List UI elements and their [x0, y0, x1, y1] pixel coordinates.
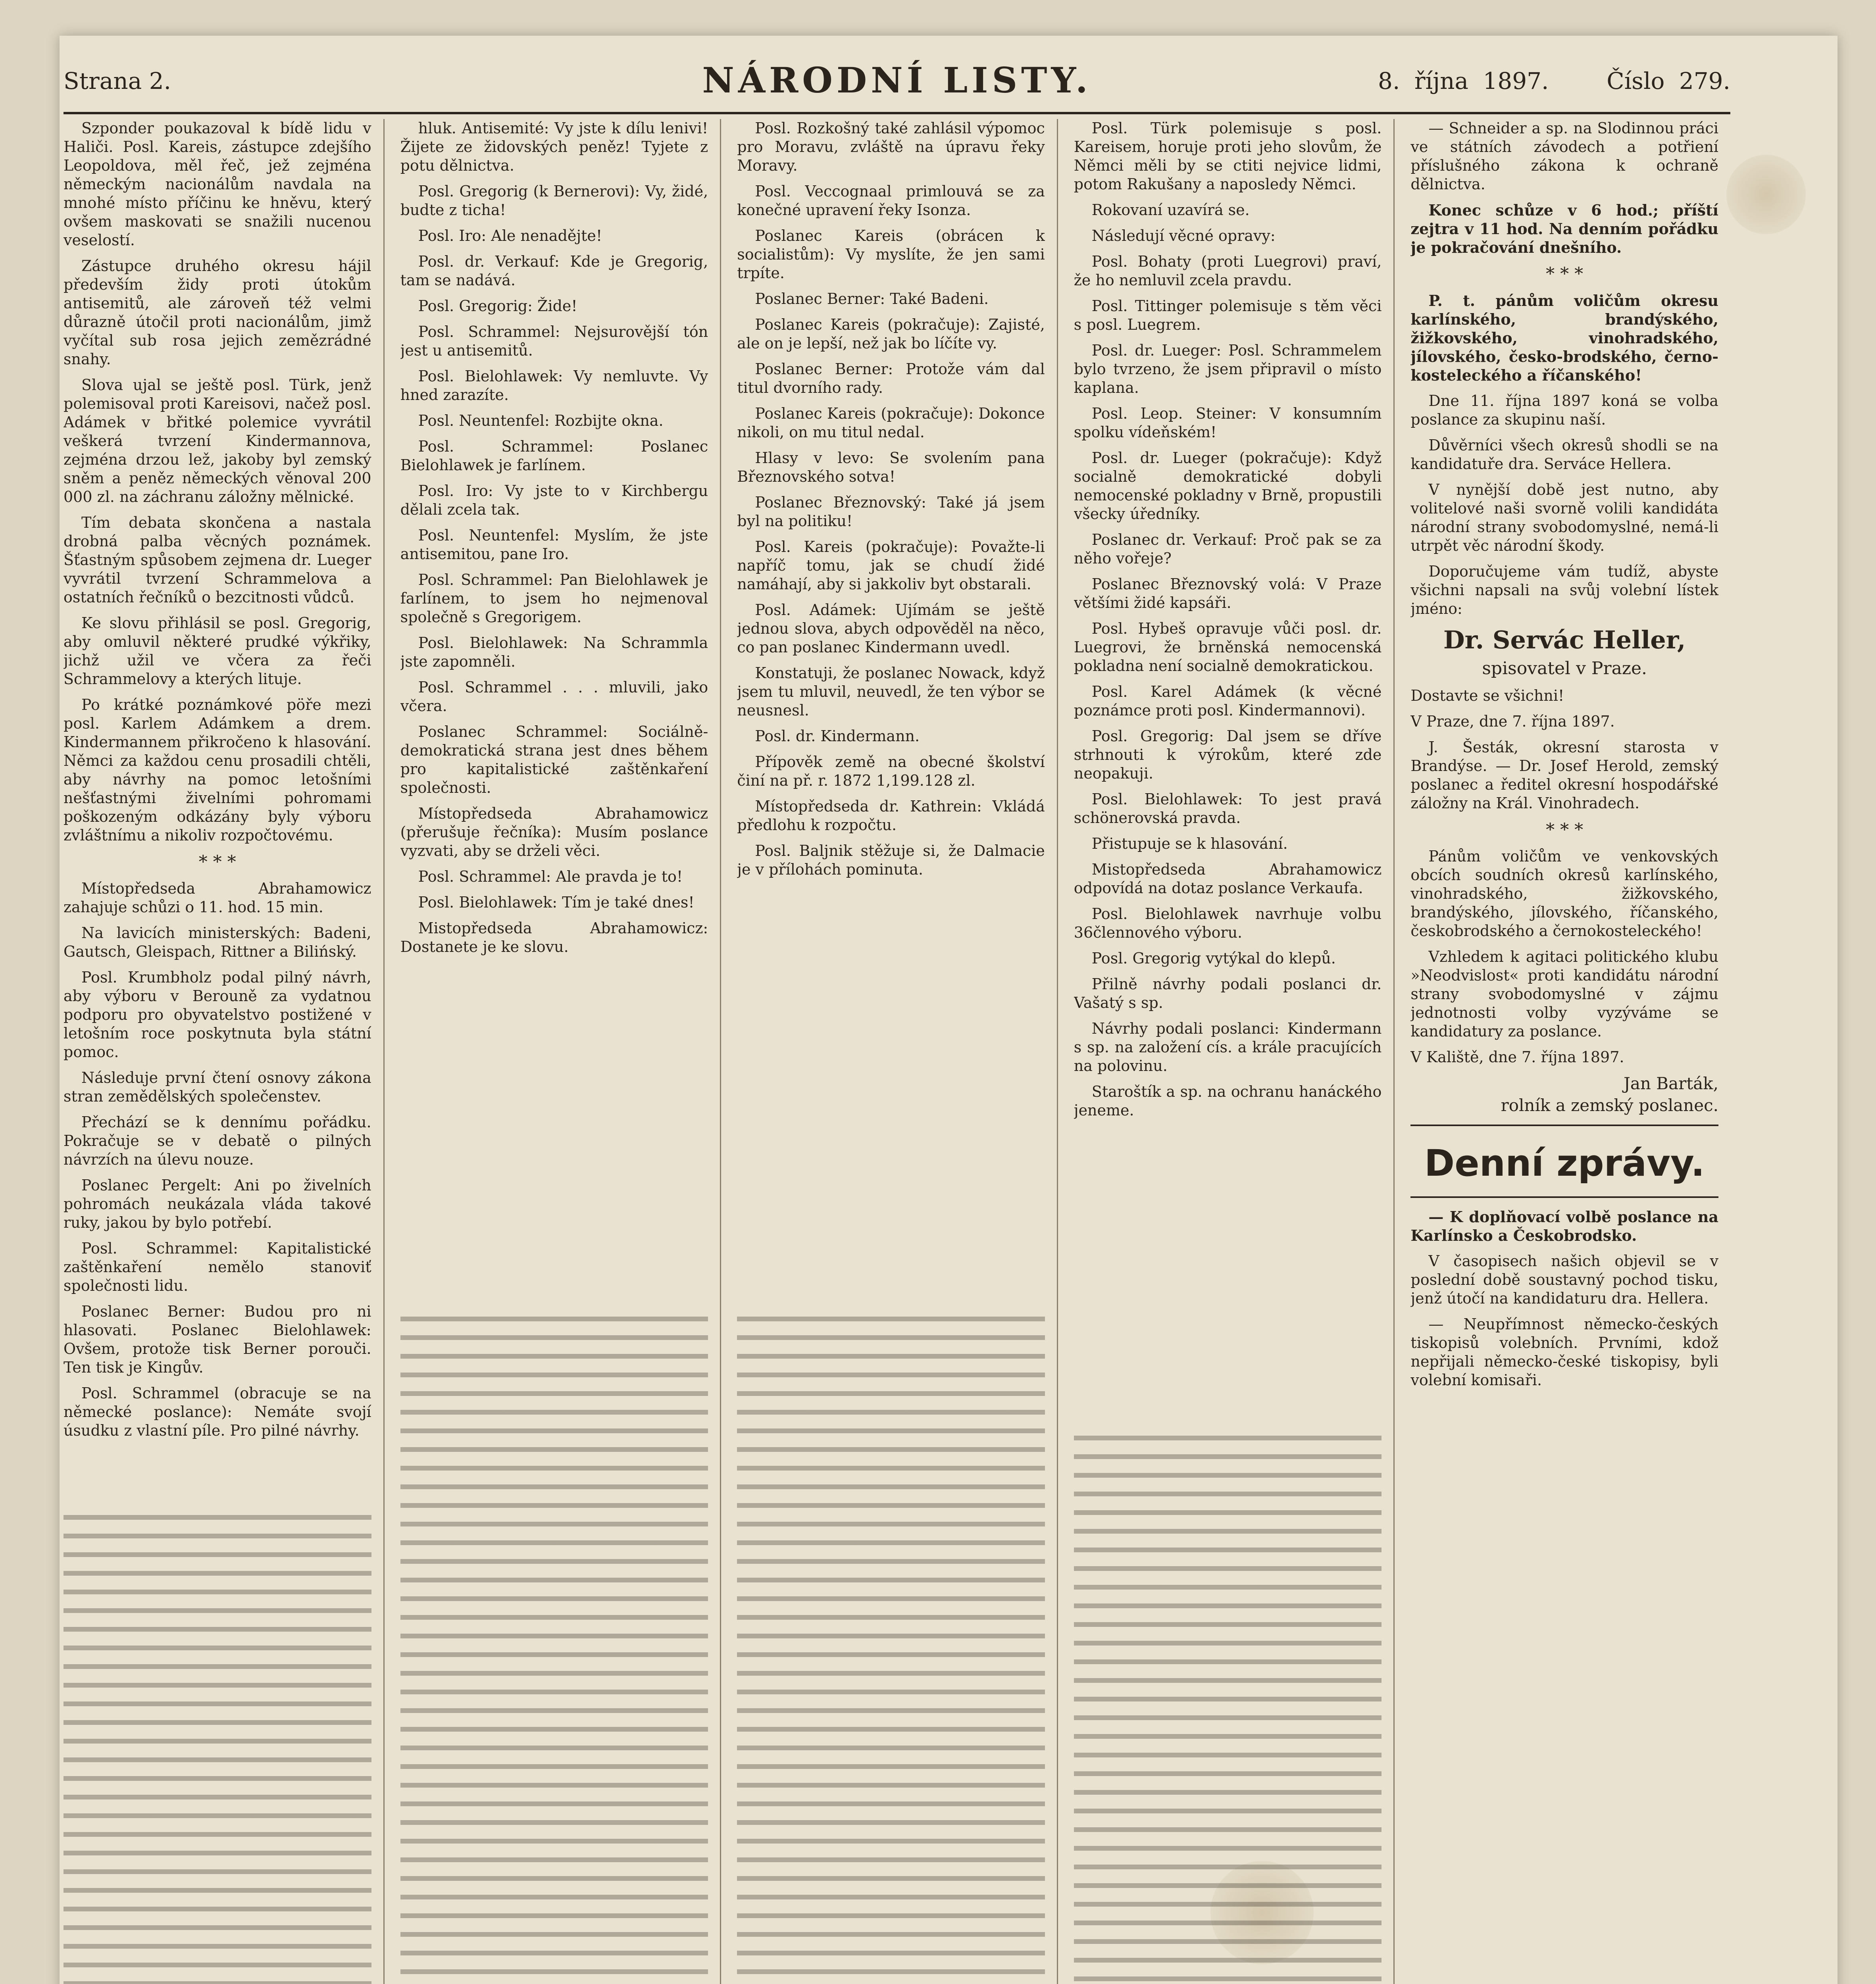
paragraph: Poslanec Pergelt: Ani po živelních pohromách neukázala vláda takové ruky, jakou by bylo potřebí.: [63, 1177, 371, 1231]
paragraph: Posl. dr. Verkauf: Kde je Gregorig, tam se nadává.: [400, 253, 708, 289]
paragraph: Dostavte se všichni!: [1410, 687, 1564, 704]
paragraph: Posl. dr. Kindermann.: [755, 727, 920, 745]
paragraph: Posl. Türk polemisuje s posl. Kareisem, horuje proti jeho slovům, že Němci měli by se ctiti nejvice lidmi, potom Rakušany a naposledy Němci.: [1074, 119, 1382, 193]
issue-number: Číslo 279.: [1607, 67, 1730, 94]
column-5: [1410, 119, 1730, 1984]
signature-name: Jan Barták,: [1623, 1074, 1718, 1093]
column-1: [63, 119, 385, 1984]
section-divider: * * *: [1546, 820, 1584, 840]
paragraph: hluk. Antisemité: Vy jste k dílu lenivi! Žijete ze židovských peněz! Tyjete z potu dělnictva.: [400, 119, 708, 174]
paragraph: Poslanec Březnovský volá: V Praze většími židé kapsáři.: [1074, 575, 1382, 611]
paragraph: Doporučujeme vám tudíž, abyste všichni napsali na svůj volební lístek jméno:: [1410, 563, 1718, 617]
paragraph: Posl. Schrammel: Kapitalistické zaštěnkaření nemělo stanoviť společnosti lidu.: [63, 1240, 371, 1294]
paragraph: Přípověk země na obecné školství činí na př. r. 1872 1,199.128 zl.: [737, 753, 1045, 789]
text-lines: [400, 1309, 708, 1984]
paragraph: Posl. Leop. Steiner: V konsumním spolku vídeňském!: [1074, 405, 1382, 441]
paragraph: Poslanec Schrammel: Sociálně-demokratická strana jest dnes během pro kapitalistické zaštěnkaření společnosti.: [400, 723, 708, 796]
section-heading-box: [1410, 1125, 1718, 1198]
section-divider: * * *: [198, 852, 236, 872]
paragraph: Poslanec dr. Verkauf: Proč pak se za něho vořeje?: [1074, 531, 1382, 567]
paragraph: — Neupřímnost německo-českých tiskopisů volebních. Prvními, kdož nepřijali německo-české tiskopisy, byli volební komisaři.: [1410, 1315, 1718, 1389]
paragraph: Přistupuje se k hlasování.: [1091, 835, 1288, 852]
paragraph: Na lavicích ministerských: Badeni, Gautsch, Gleispach, Rittner a Bilińský.: [63, 924, 371, 960]
text-lines: [63, 1508, 371, 1984]
column-3: [737, 119, 1058, 1984]
paragraph: Tím debata skončena a nastala drobná palba věcných poznámek. Šťastným spůsobem zejmena dr. Lueger vyvrátil tvrzení Schrammelova a ostatních řečníků o bezcitnosti vůdců.: [63, 514, 371, 606]
paragraph: Posl. Bielohlawek: Na Schrammla jste zapomněli.: [400, 634, 708, 670]
paragraph: V časopisech našich objevil se v poslední době soustavný pochod tisku, jenž útočí na kandidaturu dra. Hellera.: [1410, 1252, 1718, 1307]
paragraph: — Schneider a sp. na Slodinnou práci ve státních závodech a potřiení příslušného zákona k ochraně dělnictva.: [1410, 119, 1718, 193]
paragraph: Místopředseda Abrahamowicz zahajuje schůzi o 11. hod. 15 min.: [63, 880, 371, 916]
paragraph: Posl. Veccognaal primlouvá se za konečné upravení řeky Isonza.: [737, 183, 1045, 219]
paragraph: Posl. Bielohlawek navrhuje volbu 36člennového výboru.: [1074, 905, 1382, 941]
date-and-issue: [1378, 67, 1730, 94]
paragraph: Posl. Baljnik stěžuje si, že Dalmacie je v přílohách pominuta.: [737, 842, 1045, 878]
paragraph: Posl. Schrammel: Ale pravda je to!: [418, 868, 683, 885]
paragraph: Hlasy v levo: Se svolením pana Březnovského sotva!: [737, 449, 1045, 485]
paragraph: Pánům voličům ve venkovských obcích soudních okresů karlínského, vinohradského, žižkovského, brandýského, jílovského, říčanského, českobrodského a černokosteleckého!: [1410, 848, 1718, 940]
paragraph: Následuje první čtení osnovy zákona stran zemědělských společenstev.: [63, 1069, 371, 1105]
page-number: Strana 2.: [63, 67, 171, 94]
paragraph: Posl. Neuntenfel: Myslím, že jste antisemitou, pane Iro.: [400, 527, 708, 563]
paragraph: Poslanec Březnovský: Také já jsem byl na politiku!: [737, 494, 1045, 530]
paragraph: Posl. Tittinger polemisuje s těm věci s posl. Luegrem.: [1074, 297, 1382, 333]
header-rule: [63, 112, 1730, 114]
paragraph: Posl. Bielohlawek: To jest pravá schönerovská pravda.: [1074, 790, 1382, 827]
paragraph: Posl. Neuntenfel: Rozbijte okna.: [418, 412, 664, 429]
paragraph: Dne 11. října 1897 koná se volba poslance za skupinu naší.: [1410, 392, 1718, 428]
paragraph: Posl. Schrammel . . . mluvili, jako včera.: [400, 679, 708, 715]
paragraph: Místopředseda dr. Kathrein: Vkládá předlohu k rozpočtu.: [737, 798, 1045, 834]
paragraph: Posl. Iro: Vy jste to v Kirchbergu dělali zcela tak.: [400, 482, 708, 518]
issue-date: 8. října 1897.: [1378, 67, 1549, 94]
paragraph: Posl. Karel Adámek (k věcné poznámce proti posl. Kindermannovi).: [1074, 683, 1382, 719]
article-columns: [63, 119, 1730, 1984]
paragraph: Posl. Kareis (pokračuje): Považte-li napříč tomu, jak se chudí židé namáhají, aby si jakkoliv byt obstarali.: [737, 538, 1045, 593]
paragraph: Posl. Hybeš opravuje vůči posl. dr. Luegrovi, že brněnská nemocenská pokladna není socialně demokratickou.: [1074, 620, 1382, 675]
paragraph: Slova ujal se ještě posl. Türk, jenž polemisoval proti Kareisovi, načež posl. Adámek v břitké polemice vyvrátil veškerá tvrzení Kindermannova, zejména drzou lež, jakoby byl zemský sněm a peněz německých věnoval 200 000 zl. na záchranu záložny mělnické.: [63, 376, 371, 506]
dateline: V Praze, dne 7. října 1897.: [1410, 713, 1615, 730]
paragraph: Posl. Bielohlawek: Tím je také dnes!: [418, 894, 695, 911]
paragraph: Posl. Bielohlawek: Vy nemluvte. Vy hned zarazíte.: [400, 367, 708, 404]
paragraph: Szponder poukazoval k bídě lidu v Haliči. Posl. Kareis, zástupce zdejšího Leopoldova, měl řeč, jež zejména německým nacionálům navdala na mnohé místo příčinu ke hněvu, který ovšem maskovati se snažili nucenou veselostí.: [63, 119, 371, 249]
section-heading: Denní zprávy.: [1424, 1142, 1705, 1184]
paragraph: Poslanec Berner: Budou pro ni hlasovati. Poslanec Bielohlawek: Ovšem, protože tisk Berner porouči. Ten tisk je Kingův.: [63, 1303, 371, 1376]
signature-role: rolník a zemský poslanec.: [1501, 1096, 1718, 1115]
paragraph: Posl. Gregorig (k Bernerovi): Vy, židé, budte z ticha!: [400, 183, 708, 219]
text-lines: [737, 1309, 1045, 1984]
paragraph: Poslanec Berner: Protože vám dal titul dvorního rady.: [737, 360, 1045, 396]
paragraph: Posl. Adámek: Ujímám se ještě jednou slova, abych odpověděl na něco, co pan poslanec Kindermann uvedl.: [737, 601, 1045, 656]
paragraph: Návrhy podali poslanci: Kindermann s sp. na založení cís. a krále pracujících na polovinu.: [1074, 1020, 1382, 1075]
paragraph: Místopředseda Abrahamowicz (přerušuje řečníka): Musím poslance vyzvati, aby se drželi věci.: [400, 805, 708, 859]
dateline: V Kaliště, dne 7. října 1897.: [1410, 1048, 1624, 1066]
paragraph: Mistopředseda Abrahamowicz: Dostanete je ke slovu.: [400, 919, 708, 955]
paragraph: Přilně návrhy podali poslanci dr. Vašatý s sp.: [1074, 975, 1382, 1011]
election-appeal-heading: P. t. pánům voličům okresu karlínského, brandýského, žižkovského, vinohradského, jílovského, česko-brodského, černo-kosteleckého a říčanského!: [1410, 292, 1718, 384]
paragraph: Zástupce druhého okresu hájil především židy proti útokům antisemitů, ale zároveň též velmi důrazně útočil proti nacionálům, jimž vyčítal sub rosa jejich zemězrádné snahy.: [63, 257, 371, 368]
paragraph: Posl. Schrammel: Nejsurovější tón jest u antisemitů.: [400, 323, 708, 359]
paragraph: Posl. Schrammel (obracuje se na německé poslance): Nemáte svojí úsudku z vlastní píle. Pro pilné návrhy.: [63, 1384, 371, 1439]
column-2: [400, 119, 722, 1984]
paragraph: V nynější době jest nutno, aby volitelové naši svorně volili kandidáta národní strany svobodomyslné, nemá-li utrpět věc národní škody.: [1410, 481, 1718, 554]
paragraph: Důvěrníci všech okresů shodli se na kandidatuře dra. Serváce Hellera.: [1410, 436, 1718, 473]
paragraph: Rokovaní uzavírá se.: [1091, 201, 1250, 219]
paragraph: Posl. dr. Lueger (pokračuje): Když socialně demokratické dobyli nemocenské pokladny v Brně, propustili všecky úředníky.: [1074, 449, 1382, 523]
paragraph: Mistopředseda Abrahamowicz odpovídá na dotaz poslance Verkaufa.: [1074, 861, 1382, 897]
paragraph: Ke slovu přihlásil se posl. Gregorig, aby omluvil některé prudké výkřiky, jichž užil ve včera za řeči Schrammelovy a kterých lituje.: [63, 614, 371, 688]
paragraph: Následují věcné opravy:: [1091, 227, 1276, 244]
paragraph: Vzhledem k agitaci politického klubu »Neodvislost« proti kandidátu národní strany svobodomyslné v zájmu jednotnosti volby vyzýváme se kandidatury za poslance.: [1410, 948, 1718, 1040]
paragraph: Posl. Rozkošný také zahlásil výpomoc pro Moravu, zvláště na úpravu řeky Moravy.: [737, 119, 1045, 174]
paragraph: Konec schůze v 6 hod.; příští zejtra v 11 hod. Na denním pořádku je pokračování dnešního.: [1410, 201, 1718, 256]
paragraph: Posl. Gregorig: Dal jsem se dříve strhnouti k výrokům, které zde neopakuji.: [1074, 727, 1382, 782]
paragraph: Posl. Bohaty (proti Luegrovi) praví, že ho nemluvil zcela pravdu.: [1074, 253, 1382, 289]
candidate-name: Dr. Servác Heller,: [1443, 625, 1686, 654]
text-lines: [1074, 1428, 1382, 1984]
paragraph: Posl. Schrammel: Pan Bielohlawek je farlínem, to jsem ho nejmenoval společně s Gregorigem.: [400, 571, 708, 626]
paragraph: Poslanec Kareis (obrácen k socialistům): Vy myslíte, že jen sami trpíte.: [737, 227, 1045, 282]
signatories: J. Šesták, okresní starosta v Brandýse. — Dr. Josef Herold, zemský poslanec a ředitel okresní hospodářské záložny na Král. Vinohradech.: [1410, 738, 1718, 812]
paragraph: Poslanec Kareis (pokračuje): Zajisté, ale on je lepší, než jak bo líčíte vy.: [737, 316, 1045, 352]
paragraph: Staroštík a sp. na ochranu hanáckého jeneme.: [1074, 1083, 1382, 1119]
paragraph: Poslanec Kareis (pokračuje): Dokonce nikoli, on mu titul nedal.: [737, 405, 1045, 441]
paragraph: Posl. dr. Lueger: Posl. Schrammelem bylo tvrzeno, že jsem připravil o místo kaplana.: [1074, 342, 1382, 396]
paragraph: Posl. Gregorig vytýkal do klepů.: [1091, 950, 1336, 967]
paragraph: Poslanec Berner: Také Badeni.: [755, 290, 989, 308]
paragraph: Po krátké poznámkové pöře mezi posl. Karlem Adámkem a drem. Kindermannem přikročeno k hlasování. Němci za každou cenu prosadili chtěli, aby návrhy na pomoc letošními nešťastnými živelními pohromami poškozeným odkázány byly výboru zvláštnímu a nikoliv rozpočtovému.: [63, 696, 371, 844]
section-divider: * * *: [1546, 264, 1584, 284]
page-header: [63, 52, 1730, 107]
masthead-title: NÁRODNÍ LISTY.: [702, 60, 1092, 101]
candidate-title: spisovatel v Praze.: [1482, 658, 1647, 679]
paragraph: Přechází se k dennímu pořádku. Pokračuje se v debatě o pilných návrzích na úlevu nouze.: [63, 1113, 371, 1168]
paragraph: Posl. Krumbholz podal pilný návrh, aby výboru v Berouně za vydatnou podporu pro obyvatelstvo postižené v letošním roce poskytnuta byla státní pomoc.: [63, 969, 371, 1061]
column-4: [1074, 119, 1395, 1984]
news-lede: — K doplňovací volbě poslance na Karlínsko a Českobrodsko.: [1410, 1208, 1718, 1244]
paper-stain: [1726, 155, 1806, 234]
paragraph: Posl. Schrammel: Poslanec Bielohlawek je farlínem.: [400, 438, 708, 474]
paragraph: Posl. Gregorig: Žide!: [418, 297, 577, 315]
paragraph: Posl. Iro: Ale nenadějte!: [418, 227, 602, 244]
paragraph: Konstatuji, že poslanec Nowack, když jsem tu mluvil, neuvedl, že ten výbor se neusnesl.: [737, 664, 1045, 719]
